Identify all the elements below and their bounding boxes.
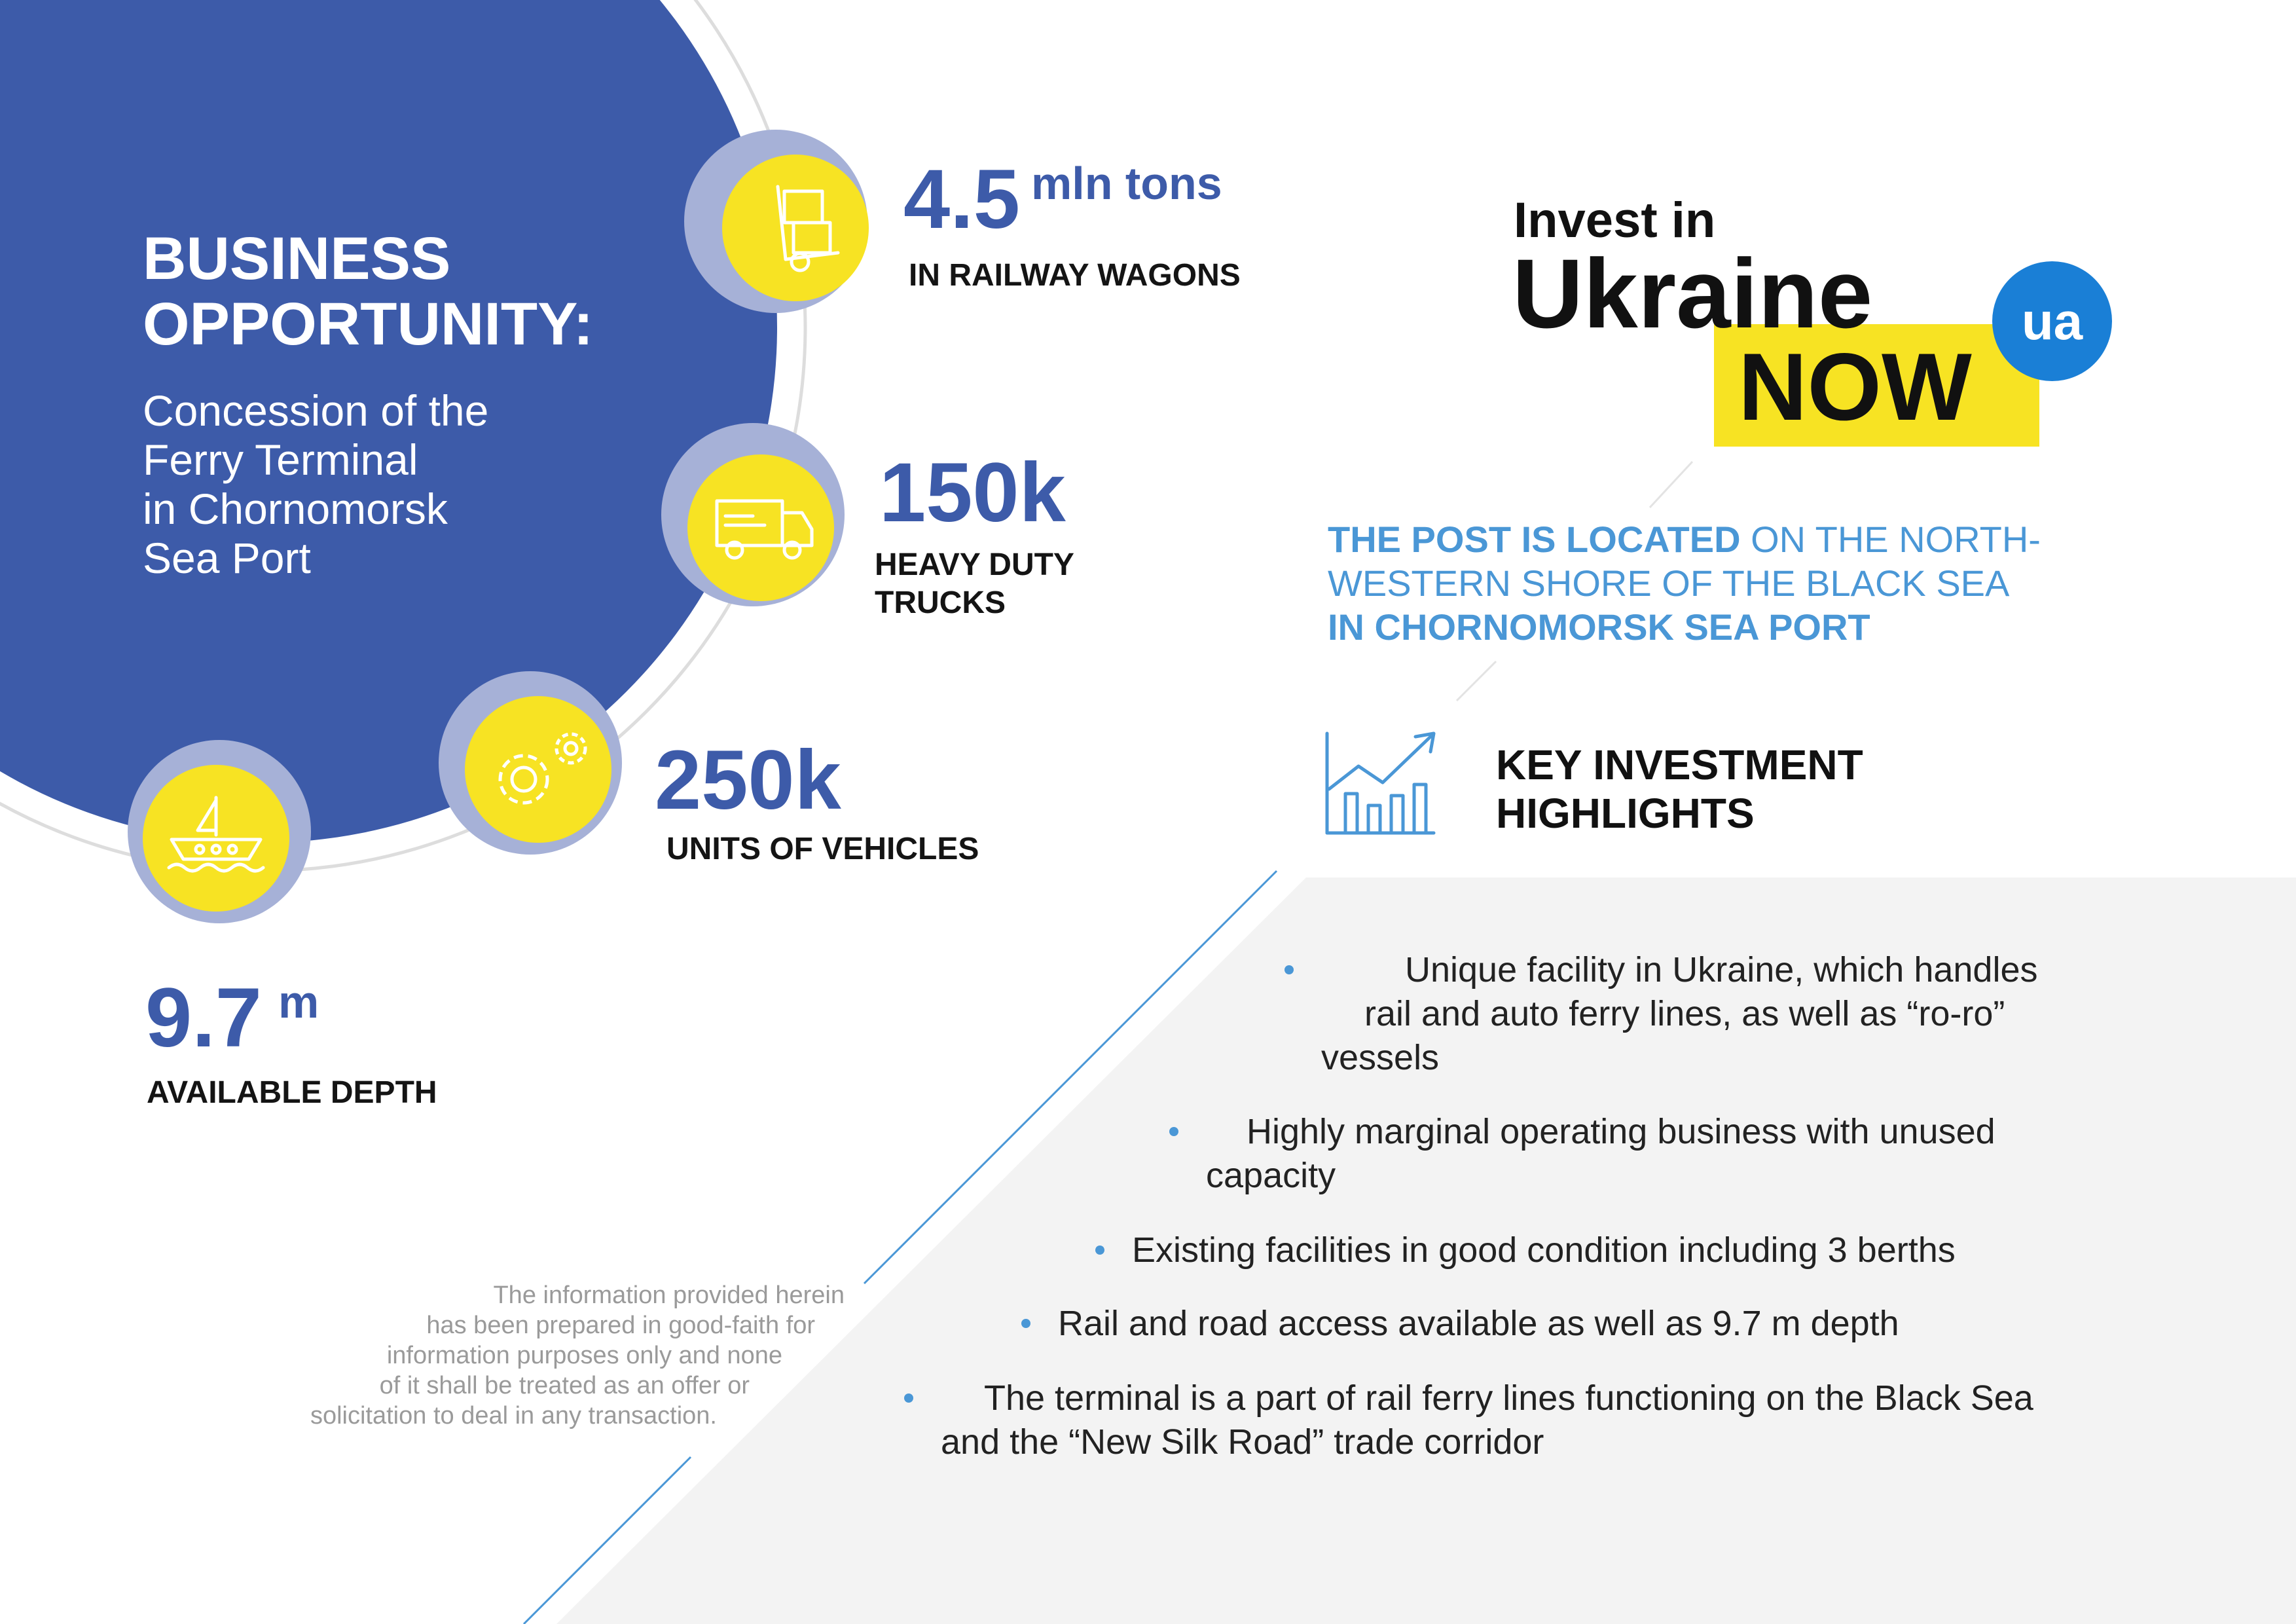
post-location-bold: THE POST IS LOCATED [1328,519,1741,560]
subtitle-line: Ferry Terminal [143,435,418,484]
highlight-item [941,1376,2033,1464]
post-location-line-3: IN CHORNOMORSK SEA PORT [1328,606,1870,648]
highlight-line: The terminal is a part of rail ferry lines functioning on the Black Sea [984,1378,2033,1418]
railway-unit: mln tons [1031,158,1222,209]
disclaimer [236,1280,845,1431]
highlight-line: Existing facilities in good condition including 3 berths [1132,1230,1956,1270]
hero-subtitle [143,386,601,583]
highlight-line: Unique facility in Ukraine, which handles [1405,950,2038,989]
highlight-item [1132,1228,1956,1272]
railway-value: 4.5 [903,153,1020,246]
vehicles-label: UNITS OF VEHICLES [666,832,979,866]
highlights-title-line-2: HIGHLIGHTS [1496,790,1755,837]
subtitle-line: Sea Port [143,534,311,582]
highlight-item [1321,948,2038,1080]
post-location [1328,517,2081,649]
disclaimer-line: has been prepared in good-faith for [426,1312,815,1339]
title-line-1: BUSINESS [143,225,451,292]
highlight-item [1058,1302,1899,1346]
logo-ua-badge: ua [1992,261,2112,381]
icon-circle [465,696,611,843]
trucks-label-line-1: HEAVY DUTY [875,547,1074,582]
logo-invest-in: Invest in [1514,193,1716,248]
subtitle-line: in Chornomorsk [143,485,448,533]
growth-chart-icon [1327,733,1434,833]
depth-label: AVAILABLE DEPTH [147,1075,437,1110]
title-line-2: OPPORTUNITY: [143,291,594,358]
disclaimer-line: The information provided herein [493,1282,845,1309]
highlight-line: Rail and road access available as well as 9.7 m depth [1058,1304,1899,1343]
disclaimer-line: solicitation to deal in any transaction. [310,1402,717,1430]
logo-ukraine: Ukraine [1512,238,1873,348]
icon-circle [722,155,869,301]
highlight-line: rail and auto ferry lines, as well as “ro-ro” [1364,994,2005,1033]
post-location-rest: ON THE NORTH- [1740,519,2041,560]
trucks-label [875,546,1074,622]
vehicles-value: 250k [655,733,841,827]
subtitle-line: Concession of the [143,386,489,435]
post-location-line-2: WESTERN SHORE OF THE BLACK SEA [1328,563,2010,604]
diagonal-line [1457,661,1496,701]
diagonal-line [1650,462,1692,507]
depth-unit: m [278,976,319,1027]
highlight-line: vessels [1321,1038,1440,1077]
page-title [143,226,593,357]
highlight-line: capacity [1206,1156,1336,1195]
highlight-line: and the “New Silk Road” trade corridor [941,1422,1544,1462]
trucks-label-line-2: TRUCKS [875,585,1006,620]
depth-value: 9.7 [145,971,262,1065]
logo-now: NOW [1738,333,1972,440]
highlights-title [1496,741,1863,838]
highlight-line: Highly marginal operating business with unused [1247,1112,1995,1151]
railway-label: IN RAILWAY WAGONS [909,258,1241,293]
highlight-item [1206,1110,1995,1198]
trucks-value: 150k [879,446,1066,540]
disclaimer-line: information purposes only and none [386,1342,782,1369]
disclaimer-line: of it shall be treated as an offer or [379,1372,750,1399]
highlights-title-line-1: KEY INVESTMENT [1496,741,1863,788]
